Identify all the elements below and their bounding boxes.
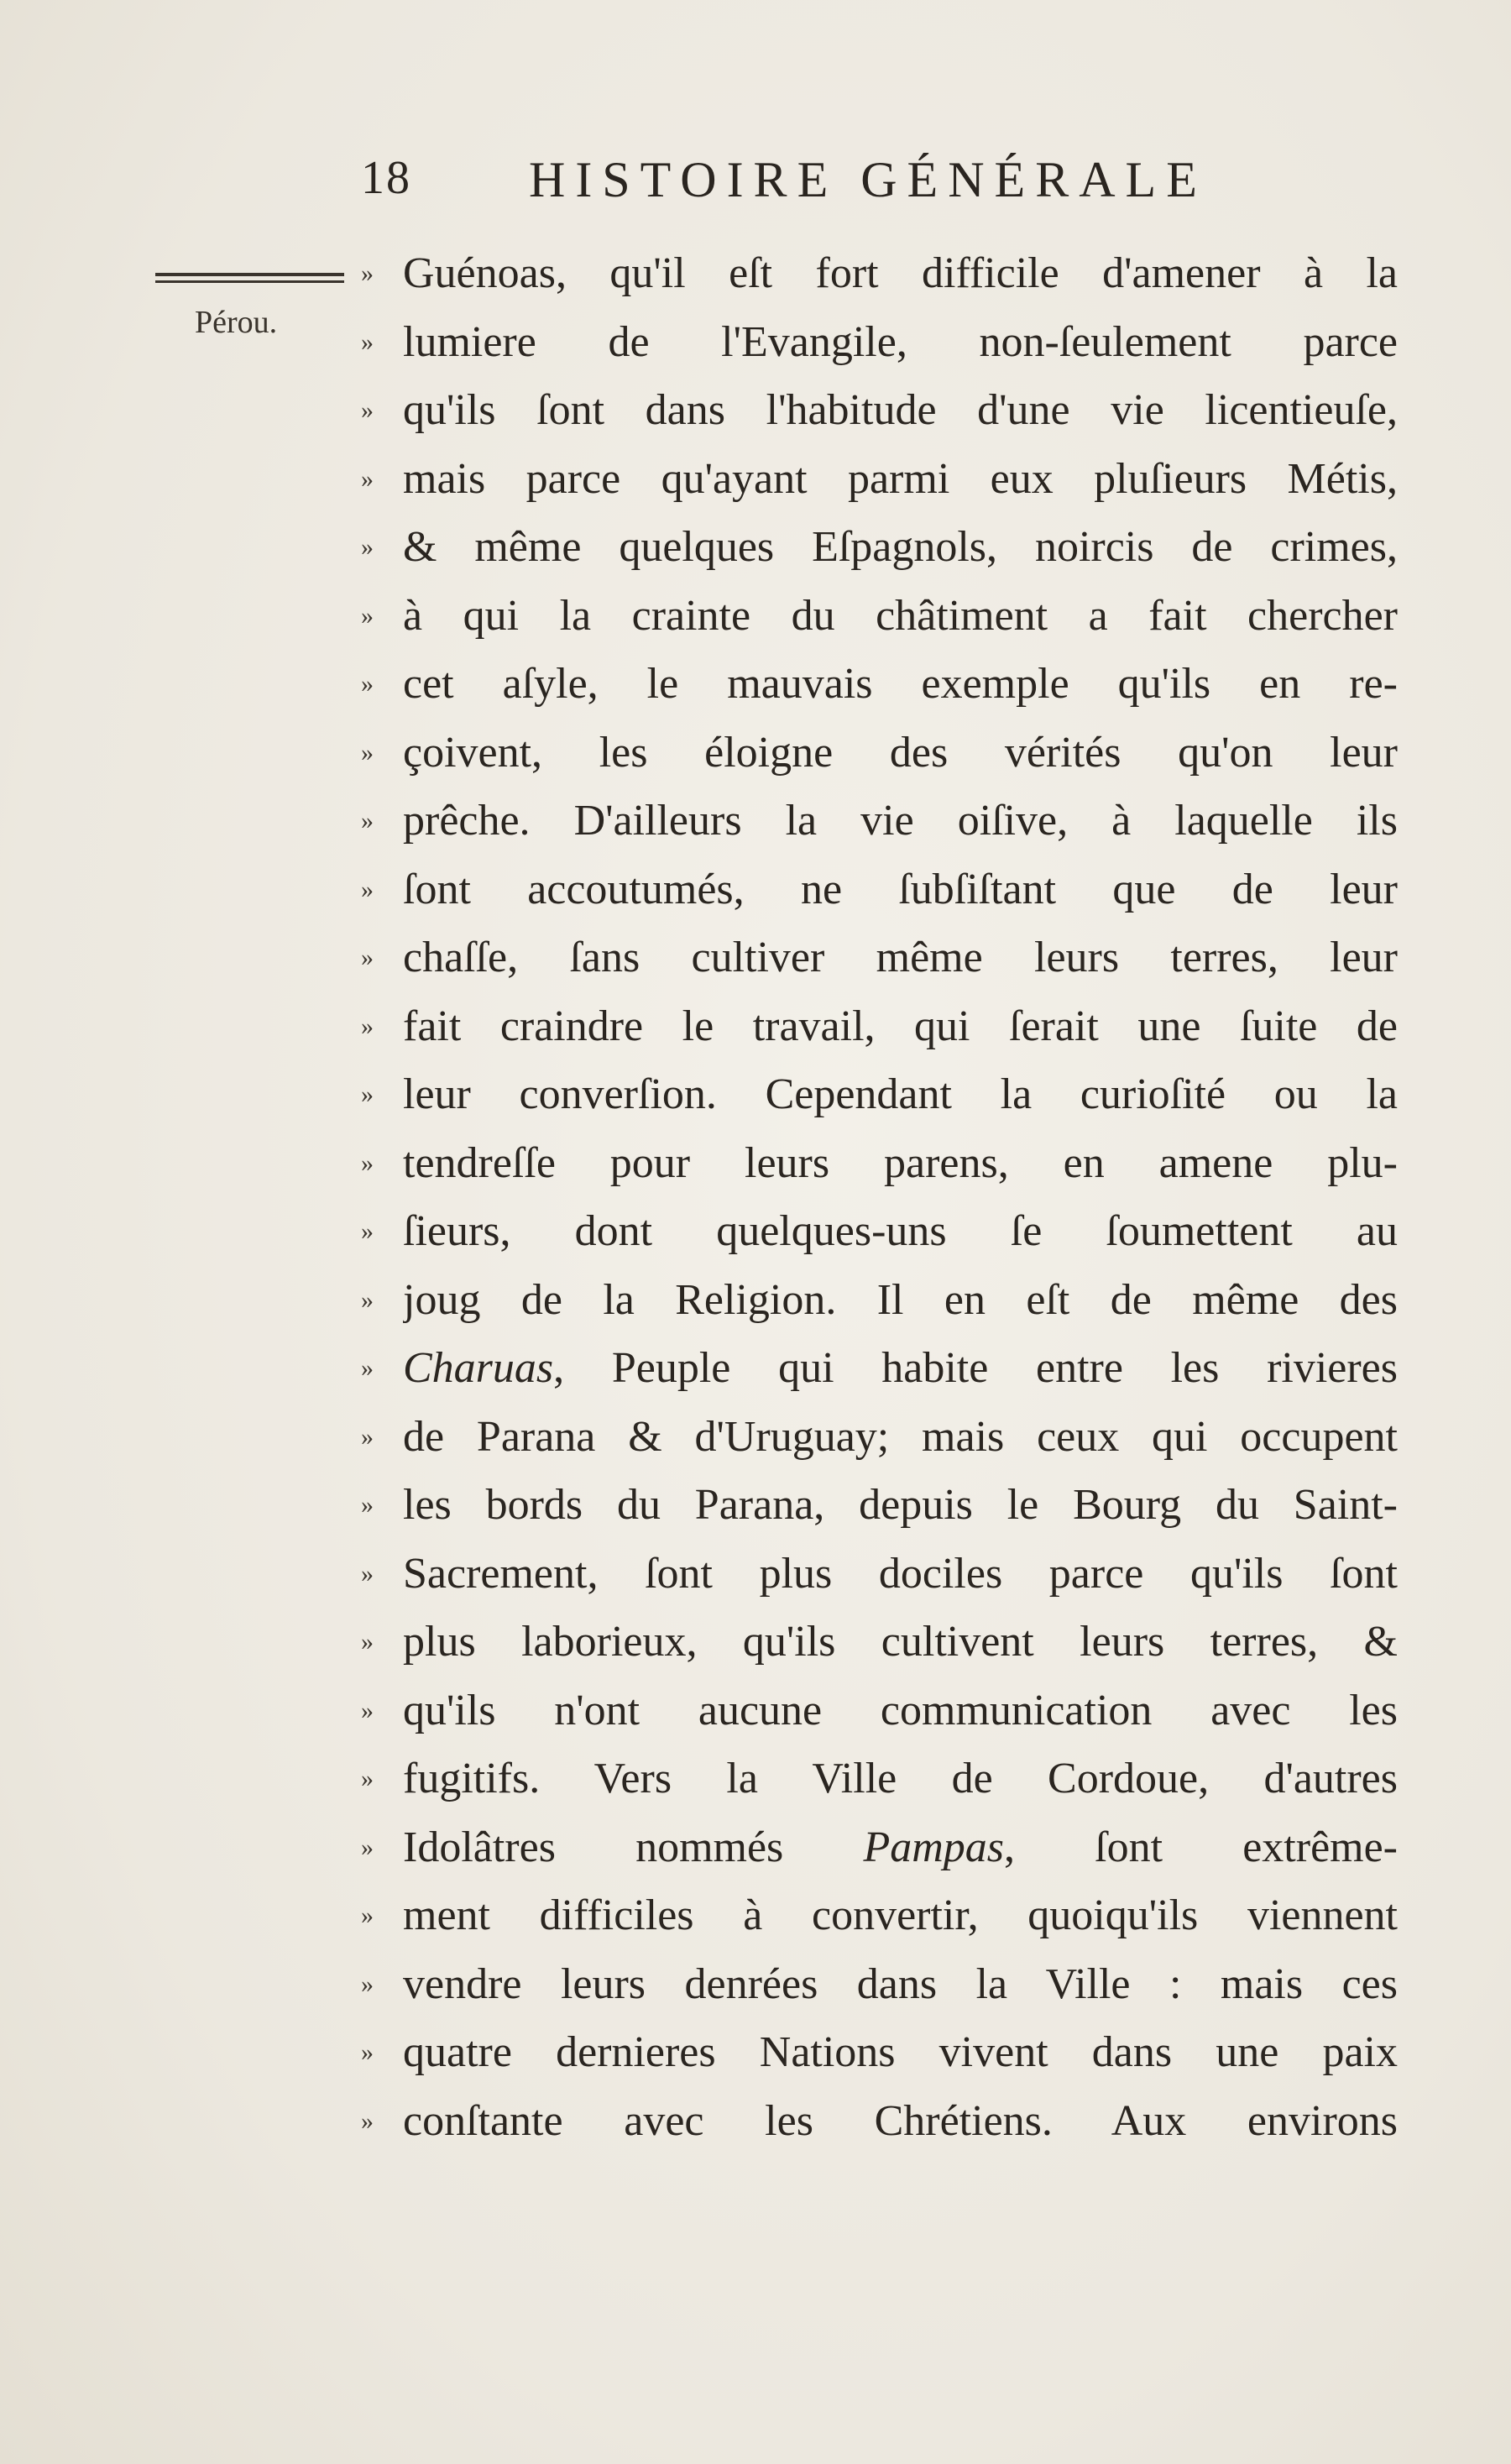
text-line bbox=[361, 513, 1398, 582]
text-line bbox=[361, 1813, 1398, 1882]
quote-mark: » bbox=[361, 1970, 374, 1998]
quote-mark: » bbox=[361, 1833, 374, 1861]
quote-mark: » bbox=[361, 1491, 374, 1519]
line-text: ſieurs, dont quelques-uns ſe ſoumettent au bbox=[403, 1207, 1398, 1255]
body-text bbox=[361, 239, 1398, 2155]
text-line bbox=[361, 855, 1398, 924]
line-text: mais parce qu'ayant parmi eux pluſieurs Métis, bbox=[403, 454, 1398, 503]
line-text: prêche. D'ailleurs la vie oiſive, à laquelle ils bbox=[403, 797, 1398, 845]
line-text: qu'ils ſont dans l'habitude d'une vie licentieuſe, bbox=[403, 386, 1398, 434]
text-line bbox=[361, 1540, 1398, 1609]
quote-mark: » bbox=[361, 1902, 374, 1929]
line-text: ment difficiles à convertir, quoiqu'ils viennent bbox=[403, 1891, 1398, 1939]
line-text: çoivent, les éloigne des vérités qu'on leur bbox=[403, 728, 1398, 777]
quote-mark: » bbox=[361, 1354, 374, 1382]
text-line bbox=[361, 376, 1398, 445]
text-line bbox=[361, 239, 1398, 308]
text-line bbox=[361, 308, 1398, 377]
running-title: HISTOIRE GÉNÉRALE bbox=[529, 152, 1207, 207]
margin-note: Pérou. bbox=[195, 305, 278, 340]
text-line bbox=[361, 719, 1398, 787]
quote-mark: » bbox=[361, 1217, 374, 1245]
text-line bbox=[361, 1677, 1398, 1745]
text-line bbox=[361, 1197, 1398, 1266]
line-text: cet aſyle, le mauvais exemple qu'ils en re- bbox=[403, 660, 1398, 708]
text-line bbox=[361, 923, 1398, 992]
quote-mark: » bbox=[361, 259, 374, 287]
quote-mark: » bbox=[361, 396, 374, 424]
text-line bbox=[361, 1745, 1398, 1813]
quote-mark: » bbox=[361, 875, 374, 903]
quote-mark: » bbox=[361, 533, 374, 561]
quote-mark: » bbox=[361, 807, 374, 834]
quote-mark: » bbox=[361, 1012, 374, 1040]
line-text: à qui la crainte du châtiment a fait chercher bbox=[403, 591, 1398, 640]
margin-rule bbox=[155, 273, 344, 283]
line-text: lumiere de l'Evangile, non-ſeulement parce bbox=[403, 317, 1398, 366]
text-line bbox=[361, 1129, 1398, 1198]
quote-mark: » bbox=[361, 1559, 374, 1588]
text-line bbox=[361, 1608, 1398, 1677]
text-line bbox=[361, 1950, 1398, 2019]
quote-mark: » bbox=[361, 1285, 374, 1314]
line-text: Guénoas, qu'il eſt fort difficile d'amener à la bbox=[403, 249, 1398, 297]
line-text: fugitifs. Vers la Ville de Cordoue, d'autres bbox=[403, 1755, 1398, 1802]
text-line bbox=[361, 445, 1398, 514]
quote-mark: » bbox=[361, 1148, 374, 1177]
text-line bbox=[361, 1266, 1398, 1335]
quote-mark: » bbox=[361, 601, 374, 630]
quote-mark: » bbox=[361, 464, 374, 493]
text-line bbox=[361, 992, 1398, 1061]
text-line bbox=[361, 1060, 1398, 1129]
quote-mark: » bbox=[361, 944, 374, 971]
line-text: vendre leurs denrées dans la Ville : mais ces bbox=[403, 1959, 1398, 2008]
line-text: Sacrement, ſont plus dociles parce qu'ils ſont bbox=[403, 1549, 1398, 1598]
line-text: chaſſe, ſans cultiver même leurs terres, leur bbox=[403, 934, 1398, 981]
line-text: conſtante avec les Chrétiens. Aux environs bbox=[403, 2096, 1398, 2145]
line-text: & même quelques Eſpagnols, noircis de crimes, bbox=[403, 523, 1398, 571]
quote-mark: » bbox=[361, 2106, 374, 2135]
line-text: qu'ils n'ont aucune communication avec les bbox=[403, 1686, 1398, 1734]
line-text: plus laborieux, qu'ils cultivent leurs terres, & bbox=[403, 1618, 1398, 1666]
quote-mark: » bbox=[361, 1080, 374, 1108]
text-line bbox=[361, 1403, 1398, 1472]
text-line bbox=[361, 1334, 1398, 1403]
line-text: les bords du Parana, depuis le Bourg du Saint- bbox=[403, 1481, 1398, 1529]
quote-mark: » bbox=[361, 670, 374, 698]
text-line bbox=[361, 787, 1398, 855]
text-line bbox=[361, 2087, 1398, 2156]
page-number: 18 bbox=[361, 152, 411, 204]
text-line bbox=[361, 2018, 1398, 2087]
quote-mark: » bbox=[361, 1765, 374, 1792]
quote-mark: » bbox=[361, 738, 374, 766]
quote-mark: » bbox=[361, 1628, 374, 1656]
text-line bbox=[361, 582, 1398, 651]
text-line bbox=[361, 650, 1398, 719]
line-text: joug de la Religion. Il en eſt de même des bbox=[403, 1275, 1398, 1324]
line-text: Charuas, Peuple qui habite entre les rivieres bbox=[403, 1344, 1398, 1392]
line-text: tendreſſe pour leurs parens, en amene plu- bbox=[403, 1138, 1398, 1187]
quote-mark: » bbox=[361, 2038, 374, 2066]
text-line bbox=[361, 1881, 1398, 1950]
quote-mark: » bbox=[361, 327, 374, 356]
line-text: Idolâtres nommés Pampas, ſont extrême- bbox=[403, 1823, 1398, 1871]
line-text: de Parana & d'Uruguay; mais ceux qui occupent bbox=[403, 1412, 1398, 1461]
line-text: ſont accoutumés, ne ſubſiſtant que de leur bbox=[403, 865, 1398, 913]
line-text: quatre dernieres Nations vivent dans une paix bbox=[403, 2028, 1398, 2076]
quote-mark: » bbox=[361, 1696, 374, 1724]
text-line bbox=[361, 1471, 1398, 1540]
line-text: leur converſion. Cependant la curioſité ou la bbox=[403, 1070, 1398, 1118]
line-text: fait craindre le travail, qui ſerait une ſuite de bbox=[403, 1002, 1398, 1050]
page-header bbox=[361, 143, 1393, 218]
quote-mark: » bbox=[361, 1422, 374, 1451]
